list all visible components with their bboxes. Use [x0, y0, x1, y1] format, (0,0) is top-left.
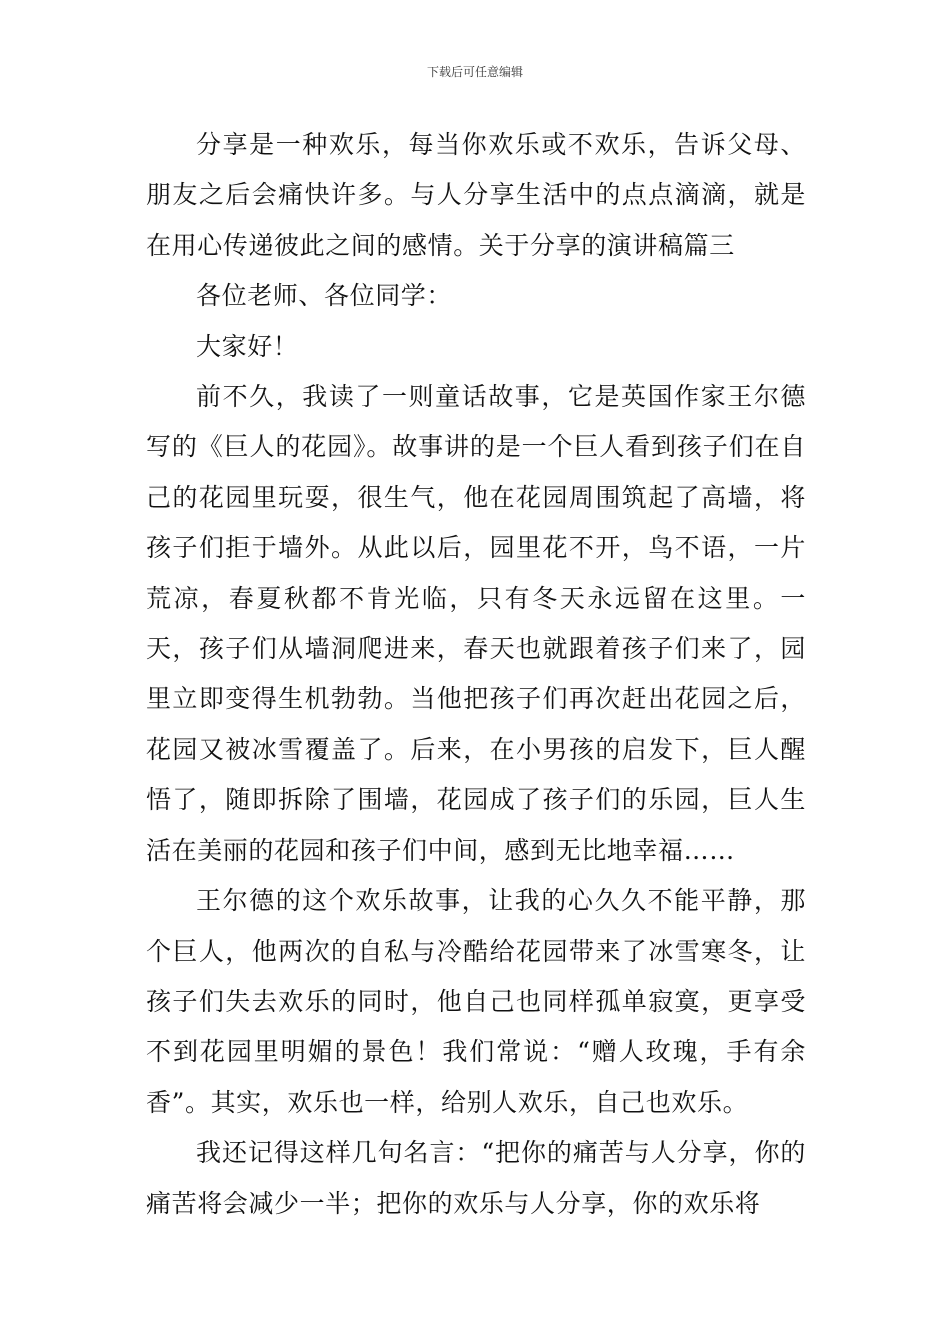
paragraph: 我还记得这样几句名言：“把你的痛苦与人分享，你的痛苦将会减少一半；把你的欢乐与人分享，你的欢乐将 — [146, 1138, 806, 1218]
paragraph: 前不久，我读了一则童话故事，它是英国作家王尔德写的《巨人的花园》。故事讲的是一个巨人看到孩子们在自己的花园里玩耍，很生气，他在花园周围筑起了高墙，将孩子们拒于墙外。从此以后，园里花不开，鸟不语，一片荒凉，春夏秋都不肯光临，只有冬天永远留在这里。一天，孩子们从墙洞爬进来，春天也就跟着孩子们来了，园里立即变得生机勃勃。当他把孩子们再次赶出花园之后，花园又被冰雪覆盖了。后来，在小男孩的启发下，巨人醒悟了，随即拆除了围墙，花园成了孩子们的乐园，巨人生活在美丽的花园和孩子们中间，感到无比地幸福…… — [146, 382, 806, 865]
greeting: 大家好！ — [196, 331, 299, 361]
salutation: 各位老师、各位同学： — [196, 281, 453, 311]
paragraph: 分享是一种欢乐，每当你欢乐或不欢乐，告诉父母、朋友之后会痛快许多。与人分享生活中的点点滴滴，就是在用心传递彼此之间的感情。关于分享的演讲稿篇三 — [146, 130, 806, 260]
paragraph: 王尔德的这个欢乐故事，让我的心久久不能平静，那个巨人，他两次的自私与冷酷给花园带来了冰雪寒冬，让孩子们失去欢乐的同时，他自己也同样孤单寂寞，更享受不到花园里明媚的景色！我们常说：“赠人玫瑰，手有余香”。其实，欢乐也一样，给别人欢乐，自己也欢乐。 — [146, 886, 806, 1117]
page-header: 下载后可任意编辑 — [426, 65, 523, 79]
document-body — [146, 120, 806, 1229]
